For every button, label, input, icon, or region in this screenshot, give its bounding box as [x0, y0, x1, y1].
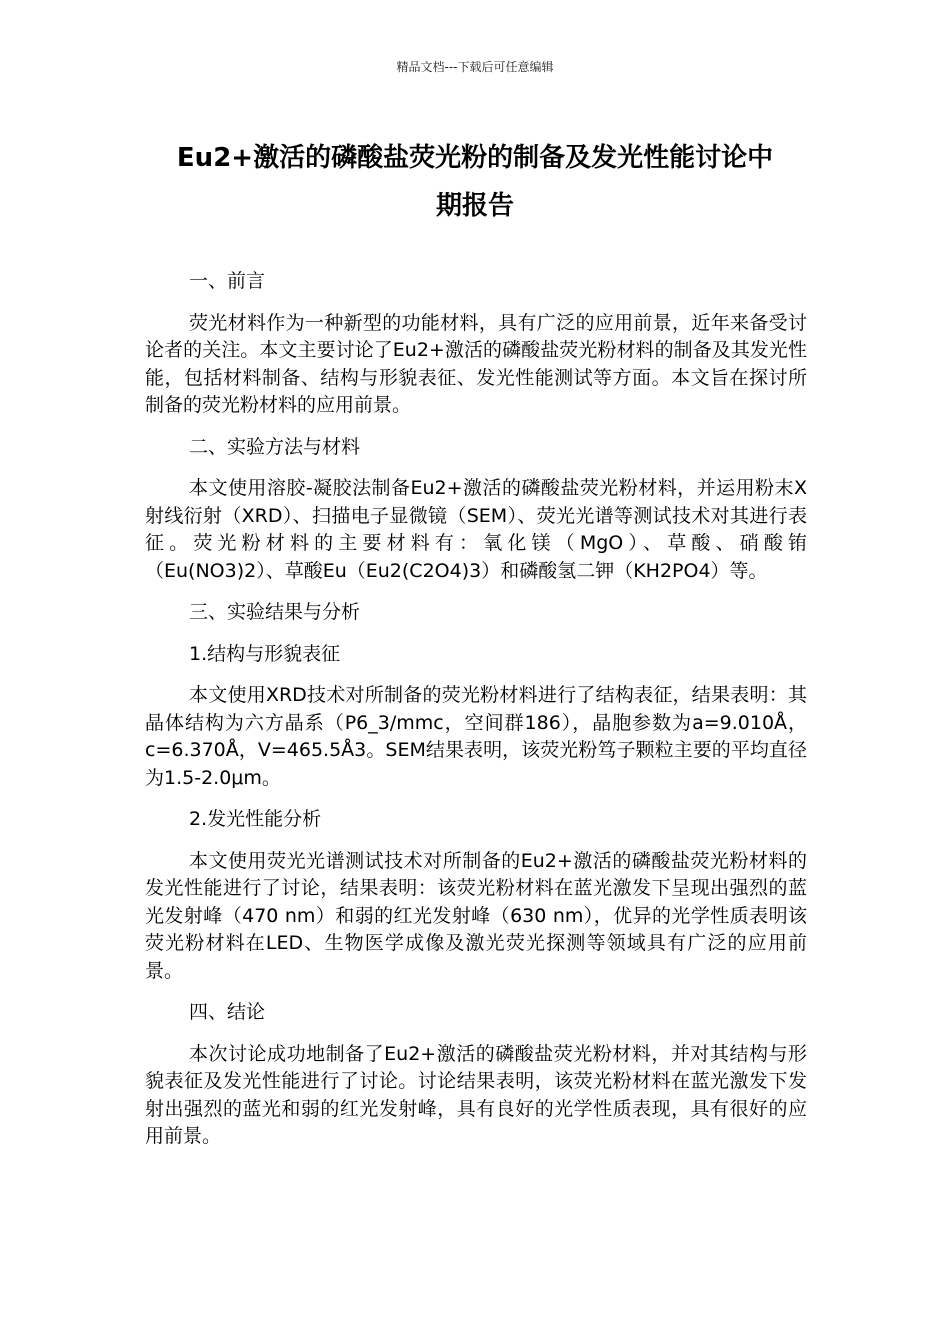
- section-heading-methods: 二、实验方法与材料: [189, 435, 361, 458]
- paragraph-luminescence: 本文使用荧光光谱测试技术对所制备的Eu2+激活的磷酸盐荧光粉材料的发光性能进行了讨论，结果表明：该荧光粉材料在蓝光激发下呈现出强烈的蓝光发射峰（470 nm）和弱的红光发射峰（630 nm），优异的光学性质表明该荧光粉材料在LED、生物医学成像及激光荧光探测等领域具有广泛的应用前景。: [145, 849, 807, 982]
- section-heading-preface: 一、前言: [189, 270, 266, 292]
- section-heading-conclusion: 四、结论: [189, 1001, 266, 1023]
- subsection-heading-structure: 1.结构与形貌表征: [189, 642, 341, 665]
- title-line-2: 期报告: [435, 191, 514, 221]
- document-body: [145, 268, 807, 1165]
- paragraph-methods: 本文使用溶胶-凝胶法制备Eu2+激活的磷酸盐荧光粉材料，并运用粉末X射线衍射（XRD）、扫描电子显微镜（SEM）、荧光光谱等测试技术对其进行表征。荧光粉材料的主要材料有：氧化镁（MgO）、草酸、硝酸铕（Eu(NO3)2）、草酸Eu（Eu2(C2O4)3）和磷酸氢二钾（KH2PO4）等。: [145, 477, 807, 582]
- document-title: [145, 134, 805, 230]
- title-line-1: Eu2+激活的磷酸盐荧光粉的制备及发光性能讨论中: [176, 143, 774, 173]
- paragraph-structure: 本文使用XRD技术对所制备的荧光粉材料进行了结构表征，结果表明：其晶体结构为六方晶系（P6_3/mmc，空间群186），晶胞参数为a=9.010Å，c=6.370Å，V=465.5Å3。SEM结果表明，该荧光粉笃子颗粒主要的平均直径为1.5-2.0μm。: [145, 684, 807, 789]
- paragraph-preface: 荧光材料作为一种新型的功能材料，具有广泛的应用前景，近年来备受讨论者的关注。本文主要讨论了Eu2+激活的磷酸盐荧光粉材料的制备及其发光性能，包括材料制备、结构与形貌表征、发光性能测试等方面。本文旨在探讨所制备的荧光粉材料的应用前景。: [145, 311, 807, 416]
- subsection-heading-luminescence: 2.发光性能分析: [189, 808, 322, 830]
- paragraph-conclusion: 本次讨论成功地制备了Eu2+激活的磷酸盐荧光粉材料，并对其结构与形貌表征及发光性能进行了讨论。讨论结果表明，该荧光粉材料在蓝光激发下发射出强烈的蓝光和弱的红光发射峰，具有良好的光学性质表现，具有很好的应用前景。: [145, 1042, 807, 1147]
- header-note: 精品文档---下载后可任意编辑: [396, 60, 554, 74]
- section-heading-results: 三、实验结果与分析: [189, 601, 361, 623]
